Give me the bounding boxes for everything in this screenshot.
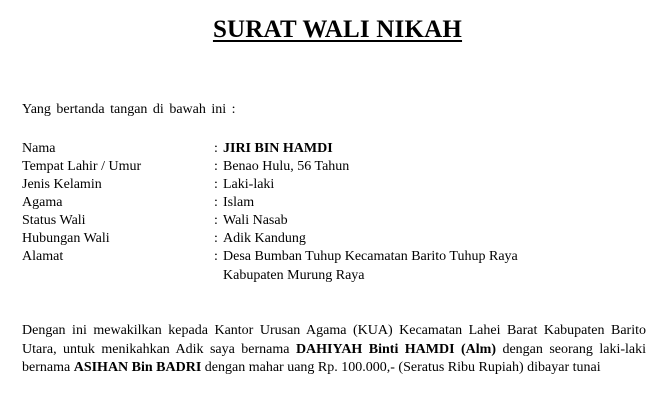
field-value-status-wali: Wali Nasab — [223, 213, 288, 228]
field-colon: : — [214, 195, 218, 210]
paragraph-text-1: Dengan ini mewakilkan kepada Kantor Urusan Agama (KUA) Kecamatan Lahei Barat Kabupaten Barito Utara, untuk menikahkan Adik saya bernama — [22, 323, 646, 357]
field-label-alamat: Alamat — [22, 249, 64, 264]
address-continuation: Kabupaten Murung Raya — [223, 268, 365, 283]
field-label-status-wali: Status Wali — [22, 213, 86, 228]
body-paragraph — [22, 322, 646, 378]
field-value-nama: JIRI BIN HAMDI — [223, 141, 333, 156]
field-value-agama: Islam — [223, 195, 255, 210]
paragraph-text-2: dengan seorang laki-laki bernama — [22, 341, 646, 375]
field-label-nama: Nama — [22, 141, 56, 156]
field-colon: : — [214, 213, 218, 228]
field-row-nama — [22, 141, 642, 159]
field-row-agama — [22, 195, 642, 213]
field-label-tempat-lahir: Tempat Lahir / Umur — [22, 159, 142, 174]
field-row-status-wali — [22, 213, 642, 231]
field-value-tempat-lahir: Benao Hulu, 56 Tahun — [223, 159, 350, 174]
paragraph-text-3: dengan mahar uang Rp. 100.000,- (Seratus Ribu Rupiah) dibayar tunai — [201, 360, 601, 375]
document-title: SURAT WALI NIKAH — [212, 16, 463, 43]
field-row-hubungan-wali — [22, 231, 642, 249]
field-label-agama: Agama — [22, 195, 63, 210]
field-label-hubungan-wali: Hubungan Wali — [22, 231, 110, 246]
intro-text: Yang bertanda tangan di bawah ini : — [22, 102, 236, 117]
field-row-jenis-kelamin — [22, 177, 642, 195]
bride-name: DAHIYAH Binti HAMDI (Alm) — [295, 341, 497, 357]
field-row-alamat — [22, 249, 642, 267]
field-colon: : — [214, 177, 218, 192]
field-label-jenis-kelamin: Jenis Kelamin — [22, 177, 102, 192]
field-value-alamat: Desa Bumban Tuhup Kecamatan Barito Tuhup Raya — [223, 249, 518, 264]
groom-name: ASIHAN Bin BADRI — [73, 360, 202, 375]
field-value-jenis-kelamin: Laki-laki — [223, 177, 275, 192]
field-colon: : — [214, 159, 218, 174]
field-colon: : — [214, 249, 218, 264]
field-value-hubungan-wali: Adik Kandung — [223, 231, 306, 246]
field-row-tempat-lahir — [22, 159, 642, 177]
field-colon: : — [214, 141, 218, 156]
field-colon: : — [214, 231, 218, 246]
